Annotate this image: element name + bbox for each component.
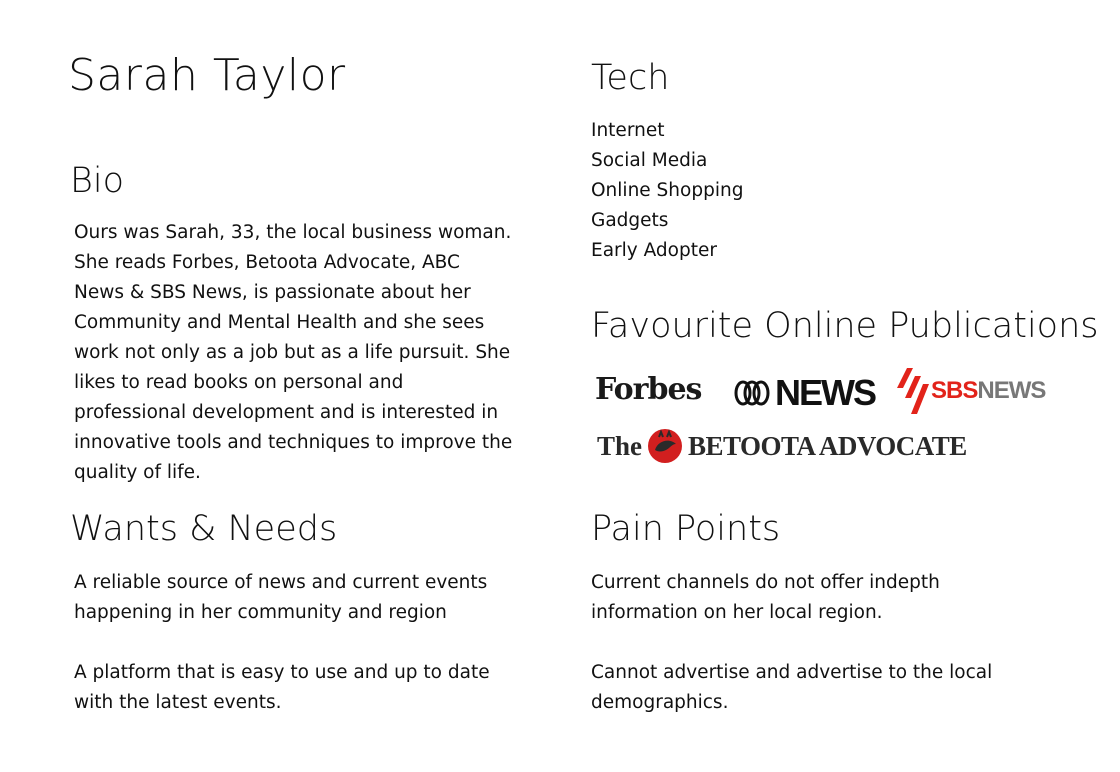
wants-item: A platform that is easy to use and up to date with the latest events. <box>74 662 490 713</box>
forbes-logo: Forbes <box>595 372 702 407</box>
tech-item: Social Media <box>591 150 708 171</box>
pain-heading: Pain Points <box>591 509 781 549</box>
betoota-name-text: BETOOTA ADVOCATE <box>688 430 967 461</box>
sbs-news-text: NEWS <box>977 377 1046 404</box>
sbs-mercator-icon <box>897 368 929 414</box>
pain-item: Current channels do not offer indepth information on her local region. <box>591 572 940 623</box>
bio-heading: Bio <box>70 161 125 201</box>
wants-heading: Wants & Needs <box>70 509 338 549</box>
abc-news-text: NEWS <box>775 372 875 413</box>
sbs-news-logo <box>897 368 1045 414</box>
tech-heading: Tech <box>591 58 670 98</box>
betoota-emblem-icon <box>646 428 684 464</box>
tech-item: Online Shopping <box>591 180 744 201</box>
pain-item: Cannot advertise and advertise to the local demographics. <box>591 662 993 713</box>
abc-news-logo <box>733 372 875 414</box>
tech-item: Gadgets <box>591 210 669 231</box>
persona-name: Sarah Taylor <box>68 50 346 101</box>
sbs-text: SBS <box>931 377 978 404</box>
publications-heading: Favourite Online Publications <box>591 306 1099 346</box>
tech-item: Early Adopter <box>591 240 717 261</box>
betoota-advocate-logo <box>597 428 967 464</box>
tech-list <box>591 116 743 266</box>
tech-item: Internet <box>591 120 665 141</box>
bio-text: Ours was Sarah, 33, the local business woman. She reads Forbes, Betoota Advocate, ABC News & SBS News, is passionate about her Community and Mental Health and she sees work not only as a job but as a life pursuit. She likes to read books on personal and professional development and is interested in innovative tools and techniques to improve the quality of life. <box>74 222 513 483</box>
abc-lissajous-icon <box>733 379 771 407</box>
betoota-the-text: The <box>597 430 643 461</box>
wants-item: A reliable source of news and current events happening in her community and region <box>74 572 488 623</box>
